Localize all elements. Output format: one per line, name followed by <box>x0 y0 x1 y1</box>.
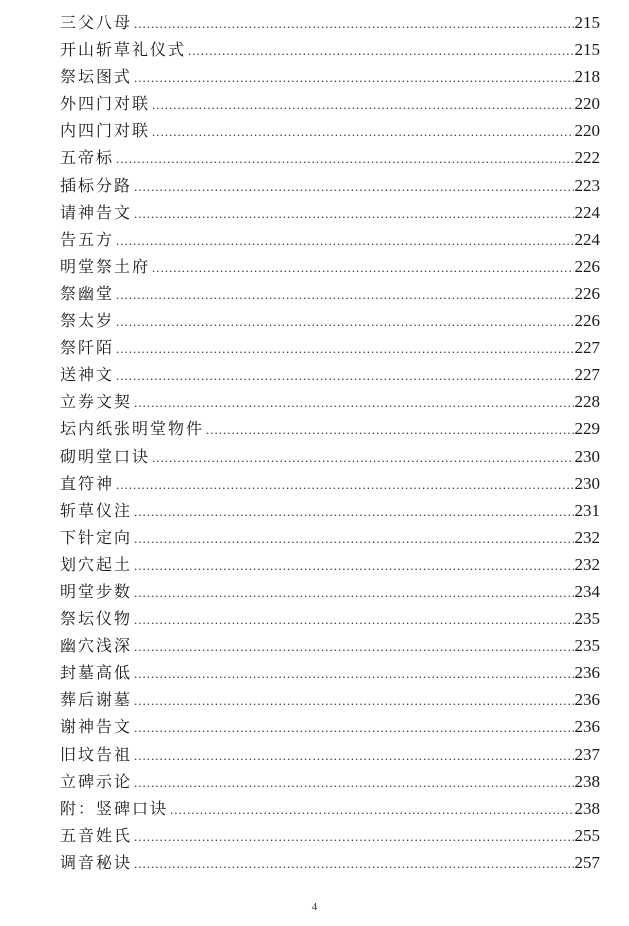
toc-entry <box>60 280 600 307</box>
toc-entry-page: 232 <box>574 554 600 574</box>
toc-entry-page: 236 <box>574 717 600 737</box>
toc-entry-title: 三父八母 <box>60 13 133 32</box>
toc-entry-page: 236 <box>574 663 600 683</box>
toc-entry-title: 插标分路 <box>60 175 133 195</box>
toc-entry <box>60 470 600 497</box>
toc-entry <box>60 226 600 253</box>
toc-entry <box>60 578 600 605</box>
toc-entry <box>60 199 600 226</box>
toc-entry-title: 明堂步数 <box>60 581 133 601</box>
toc-entry-page: 257 <box>574 852 600 872</box>
toc-entry-page: 224 <box>574 202 600 222</box>
dot-leader <box>134 823 573 850</box>
toc-entry-page: 237 <box>574 744 600 764</box>
dot-leader <box>134 525 573 552</box>
dot-leader <box>152 91 573 118</box>
toc-entry <box>60 551 600 578</box>
dot-leader <box>116 308 573 335</box>
toc-entry <box>60 822 600 849</box>
toc-entry-page: 229 <box>574 419 600 439</box>
dot-leader <box>134 633 573 660</box>
dot-leader <box>152 118 573 145</box>
toc-entry <box>60 713 600 740</box>
toc-entry-page: 215 <box>574 40 600 60</box>
toc-entry-title: 祭太岁 <box>60 311 115 331</box>
toc-entry-title: 旧坟告祖 <box>60 744 133 764</box>
toc-entry-page: 238 <box>574 771 600 791</box>
toc-entry <box>60 253 600 280</box>
toc-entry <box>60 144 600 171</box>
toc-entry-title: 斩草仪注 <box>60 500 133 520</box>
toc-entry-title: 送神文 <box>60 365 115 385</box>
toc-entry <box>60 36 600 63</box>
toc-entry-title: 立券文契 <box>60 392 133 412</box>
dot-leader <box>134 660 573 687</box>
dot-leader <box>134 742 573 769</box>
toc-entry <box>60 388 600 415</box>
toc-entry-page: 220 <box>574 121 600 141</box>
toc-entry <box>60 443 600 470</box>
dot-leader <box>206 416 573 443</box>
toc-entry-title: 请神告文 <box>60 202 133 222</box>
dot-leader <box>116 362 573 389</box>
toc-entry-page: 232 <box>574 527 600 547</box>
dot-leader <box>152 254 573 281</box>
toc-entry-page: 234 <box>574 581 600 601</box>
toc-entry <box>60 524 600 551</box>
toc-entry-title: 外四门对联 <box>60 94 151 114</box>
dot-leader <box>134 606 573 633</box>
toc-entry-page: 230 <box>574 473 600 493</box>
toc-entry-title: 谢神告文 <box>60 717 133 737</box>
toc-entry <box>60 415 600 442</box>
table-of-contents <box>60 9 600 876</box>
dot-leader <box>116 471 573 498</box>
toc-entry-page: 224 <box>574 229 600 249</box>
dot-leader <box>134 64 573 91</box>
toc-entry-title: 明堂祭土府 <box>60 256 151 276</box>
toc-entry-title: 坛内纸张明堂物件 <box>60 419 205 439</box>
toc-entry <box>60 686 600 713</box>
toc-entry-title: 附：竖碑口诀 <box>60 798 169 818</box>
dot-leader <box>152 444 573 471</box>
dot-leader <box>134 173 573 200</box>
toc-entry-page: 227 <box>574 365 600 385</box>
toc-entry-page: 223 <box>574 175 600 195</box>
dot-leader <box>116 227 573 254</box>
dot-leader <box>134 850 573 877</box>
toc-entry-page: 228 <box>574 392 600 412</box>
dot-leader <box>134 498 573 525</box>
toc-entry-page: 226 <box>574 256 600 276</box>
dot-leader <box>134 389 573 416</box>
toc-entry-title: 下针定向 <box>60 527 133 547</box>
toc-entry <box>60 117 600 144</box>
dot-leader <box>134 200 573 227</box>
toc-entry-title: 告五方 <box>60 229 115 249</box>
toc-entry-title: 祭坛仪物 <box>60 609 133 629</box>
toc-entry-page: 255 <box>574 825 600 845</box>
toc-entry <box>60 90 600 117</box>
toc-entry-page: 236 <box>574 690 600 710</box>
toc-entry-page: 220 <box>574 94 600 114</box>
toc-entry-title: 砌明堂口诀 <box>60 446 151 466</box>
toc-entry <box>60 172 600 199</box>
toc-entry <box>60 9 600 36</box>
toc-entry-page: 222 <box>574 148 600 168</box>
toc-entry-page: 235 <box>574 609 600 629</box>
toc-entry-title: 立碑示论 <box>60 771 133 791</box>
toc-entry <box>60 659 600 686</box>
toc-entry-title: 五帝标 <box>60 148 115 168</box>
toc-entry <box>60 63 600 90</box>
toc-entry <box>60 497 600 524</box>
toc-entry <box>60 849 600 876</box>
toc-entry <box>60 361 600 388</box>
toc-entry-page: 227 <box>574 338 600 358</box>
toc-entry <box>60 632 600 659</box>
dot-leader <box>170 796 573 823</box>
page-number: 4 <box>311 901 318 913</box>
toc-entry-title: 祭阡陌 <box>60 338 115 358</box>
dot-leader <box>134 687 573 714</box>
toc-entry <box>60 795 600 822</box>
toc-entry <box>60 741 600 768</box>
dot-leader <box>188 37 573 64</box>
toc-entry-title: 划穴起土 <box>60 554 133 574</box>
dot-leader <box>116 145 573 172</box>
toc-entry <box>60 605 600 632</box>
toc-entry-title: 五音姓氏 <box>60 825 133 845</box>
dot-leader <box>116 281 573 308</box>
toc-entry-title: 封墓高低 <box>60 663 133 683</box>
toc-entry-title: 葬后谢墓 <box>60 690 133 710</box>
dot-leader <box>116 335 573 362</box>
toc-entry-page: 238 <box>574 798 600 818</box>
toc-entry-title: 幽穴浅深 <box>60 636 133 656</box>
toc-entry <box>60 307 600 334</box>
toc-entry-page: 215 <box>574 13 600 32</box>
toc-entry-page: 231 <box>574 500 600 520</box>
toc-entry-page: 226 <box>574 283 600 303</box>
toc-entry-page: 235 <box>574 636 600 656</box>
dot-leader <box>134 769 573 796</box>
toc-entry-title: 调音秘诀 <box>60 852 133 872</box>
toc-entry-title: 祭幽堂 <box>60 283 115 303</box>
toc-entry-page: 226 <box>574 311 600 331</box>
toc-entry-page: 218 <box>574 67 600 87</box>
toc-entry <box>60 768 600 795</box>
toc-entry <box>60 334 600 361</box>
toc-entry-title: 开山斩草礼仪式 <box>60 40 187 60</box>
dot-leader <box>134 552 573 579</box>
toc-entry-page: 230 <box>574 446 600 466</box>
toc-entry-title: 祭坛图式 <box>60 67 133 87</box>
dot-leader <box>134 579 573 606</box>
toc-entry-title: 直符神 <box>60 473 115 493</box>
dot-leader <box>134 714 573 741</box>
dot-leader <box>134 10 573 37</box>
toc-entry-title: 内四门对联 <box>60 121 151 141</box>
